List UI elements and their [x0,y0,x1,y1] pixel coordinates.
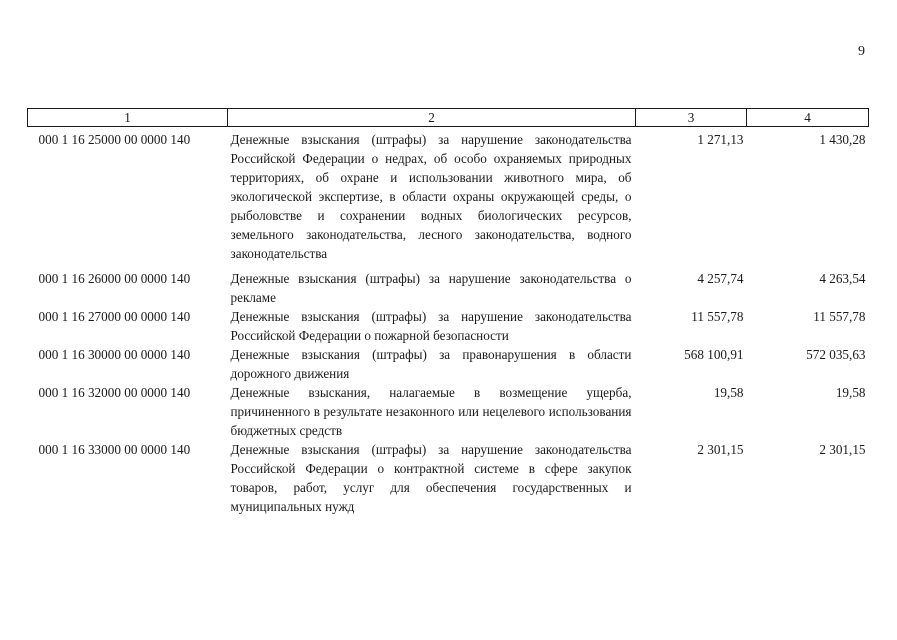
revenue-description: Денежные взыскания (штрафы) за нарушение законодательства Российской Федерации о пожарной безопасности [230,309,632,343]
table-header [28,109,869,127]
budget-code: 000 1 16 25000 00 0000 140 [38,132,191,147]
page-number: 9 [858,44,865,59]
value-column-3: 4 257,74 [697,271,744,286]
table-row [28,440,869,516]
table-row [28,127,869,264]
value-column-3: 568 100,91 [684,347,744,362]
column-header-value-4: 4 [747,109,869,127]
value-column-4: 19,58 [835,385,866,400]
budget-code: 000 1 16 26000 00 0000 140 [38,271,191,286]
value-column-3: 19,58 [713,385,744,400]
revenue-description: Денежные взыскания, налагаемые в возмещение ущерба, причиненного в результате незаконного или нецелевого использования бюджетных средств [230,385,632,438]
table-row [28,263,869,307]
table-row [28,345,869,383]
value-column-4: 1 430,28 [819,132,866,147]
budget-code: 000 1 16 32000 00 0000 140 [38,385,191,400]
value-column-4: 572 035,63 [806,347,866,362]
revenue-description: Денежные взыскания (штрафы) за нарушение законодательства Российской Федерации о недрах, об особо охраняемых природных территориях, об охране и использовании животного мира, об экологической экспертизе, в области охраны окружающей среды, о рыболовстве и сохранении водных биологических ресурсов, земельного законодательства, лесного законодательства, водного законодательства [230,132,632,261]
table-row [28,383,869,440]
column-header-code: 1 [28,109,228,127]
header-row [28,109,869,127]
value-column-3: 2 301,15 [697,442,744,457]
value-column-4: 2 301,15 [819,442,866,457]
table-row [28,307,869,345]
revenue-description: Денежные взыскания (штрафы) за нарушение законодательства о рекламе [230,271,632,305]
table-body [28,127,869,517]
column-header-description: 2 [228,109,636,127]
value-column-3: 11 557,78 [691,309,744,324]
budget-code: 000 1 16 30000 00 0000 140 [38,347,191,362]
revenue-description: Денежные взыскания (штрафы) за нарушение законодательства Российской Федерации о контрактной системе в сфере закупок товаров, работ, услуг для обеспечения государственных и муниципальных нужд [230,442,632,514]
value-column-4: 11 557,78 [813,309,866,324]
budget-revenue-table [27,108,869,516]
value-column-3: 1 271,13 [697,132,744,147]
budget-code: 000 1 16 33000 00 0000 140 [38,442,191,457]
value-column-4: 4 263,54 [819,271,866,286]
column-header-value-3: 3 [636,109,747,127]
revenue-description: Денежные взыскания (штрафы) за правонарушения в области дорожного движения [230,347,632,381]
budget-code: 000 1 16 27000 00 0000 140 [38,309,191,324]
